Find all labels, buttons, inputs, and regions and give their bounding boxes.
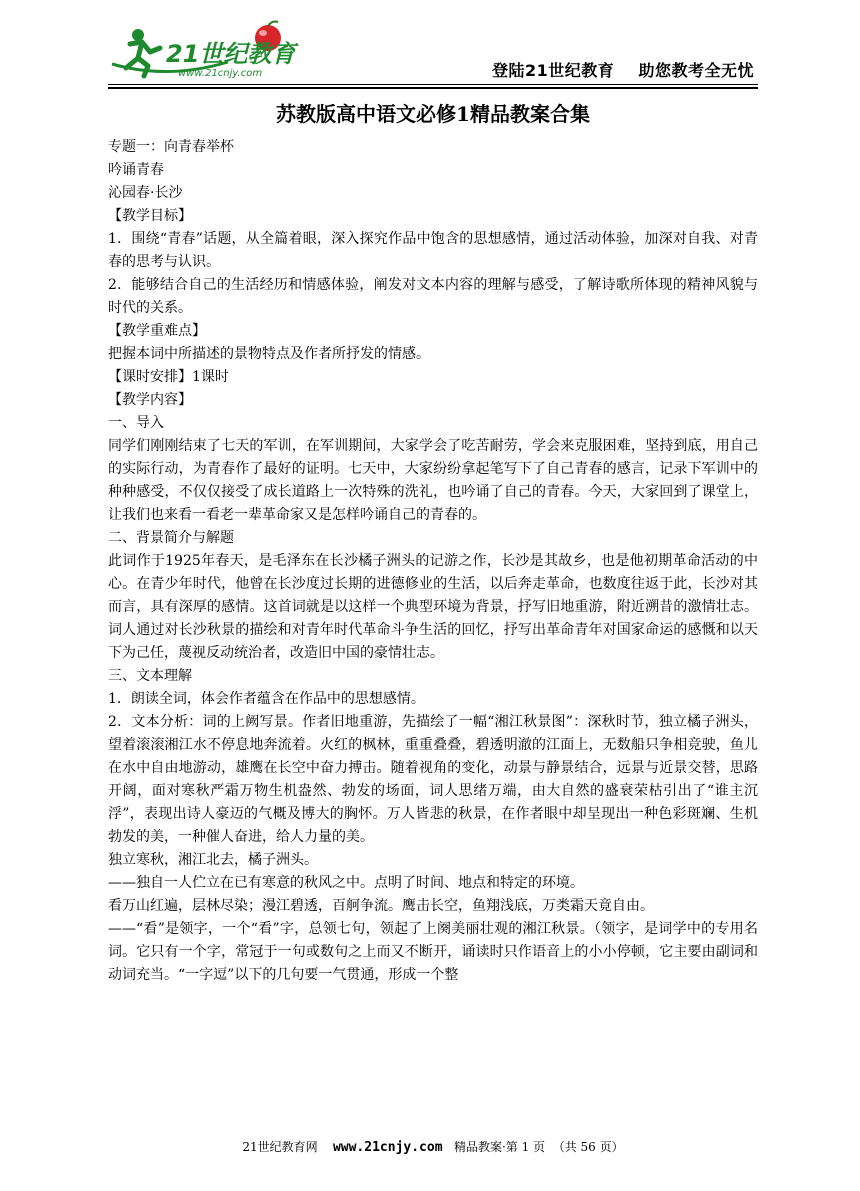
footer-url[interactable]: www.21cnjy.com [332, 1140, 443, 1155]
poem-line-2-note: ——“看”是领字，一个“看”字，总领七句，领起了上阕美丽壮观的湘江秋景。（领字，是词学中的专用名词。它只有一个字，常冠于一句或数句之上而又不断开，诵读时只作语音上的小小停顿，它主要由副词和动词充当。“一字逗”以下的几句要一气贯通，形成一个整 [108, 921, 758, 983]
header-divider [108, 84, 758, 85]
logo-text: 21世纪教育 [166, 40, 296, 68]
objective-1: 1．围绕“青春”话题，从全篇着眼，深入探究作品中饱含的思想感情，通过活动体验，加深对自我、对青春的思考与认识。 [108, 231, 758, 270]
poem-title: 沁园春·长沙 [108, 185, 183, 201]
schedule-text: 【课时安排】1课时 [108, 369, 229, 385]
poem-line-1-note: ——独自一人伫立在已有寒意的秋风之中。点明了时间、地点和特定的环境。 [108, 875, 584, 891]
poem-line-2: 看万山红遍，层林尽染；漫江碧透，百舸争流。鹰击长空，鱼翔浅底，万类霜天竟自由。 [108, 898, 654, 914]
logo-url: www.21cnjy.com [178, 68, 263, 79]
header-slogan: 登陆21世纪教育 助您教考全无忧 [491, 61, 754, 80]
poem-line-1: 独立寒秋，湘江北去，橘子洲头。 [108, 852, 318, 868]
key-points-text: 把握本词中所描述的景物特点及作者所抒发的情感。 [108, 346, 430, 362]
heading-intro: 一、导入 [108, 415, 164, 431]
background-paragraph: 此词作于1925年春天，是毛泽东在长沙橘子洲头的记游之作，长沙是其故乡，也是他初期革命活动的中心。在青少年时代，他曾在长沙度过长期的进德修业的生活，以后奔走革命，也数度往返于此，长沙对其而言，具有深厚的感情。这首词就是以这样一个典型环境为背景，抒写旧地重游，附近溯昔的激情壮志。词人通过对长沙秋景的描绘和对青年时代革命斗争生活的回忆，抒写出革命青年对国家命运的感慨和以天下为己任，蔑视反动统治者，改造旧中国的豪情壮志。 [108, 553, 758, 661]
page-header [108, 18, 758, 84]
section-subtopic: 吟诵青春 [108, 162, 164, 178]
intro-paragraph: 同学们刚刚结束了七天的军训，在军训期间，大家学会了吃苦耐劳，学会来克服困难，坚持到底，用自己的实际行动，为青春作了最好的证明。七天中，大家纷纷拿起笔写下了自己青春的感言，记录下军训中的种种感受，不仅仅接受了成长道路上一次特殊的洗礼，也吟诵了自己的青春。今天，大家回到了课堂上，让我们也来看一看老一辈革命家又是怎样吟诵自己的青春的。 [108, 438, 758, 523]
heading-content: 【教学内容】 [108, 392, 192, 408]
heading-background: 二、背景简介与解题 [108, 530, 234, 546]
document-body [108, 136, 758, 987]
understanding-item-2: 2．文本分析：词的上阙写景。作者旧地重游，先描绘了一幅“湘江秋景图”：深秋时节，独立橘子洲头，望着滚滚湘江水不停息地奔流着。火红的枫林，重重叠叠，碧透明澈的江面上，无数船只争相竞驶，鱼儿在水中自由地游动，雄鹰在长空中奋力搏击。随着视角的变化，动景与静景结合，远景与近景交替，思路开阔，面对寒秋严霜万物生机盎然、勃发的场面，词人思绪万端，由大自然的盛衰荣枯引出了“谁主沉浮”，表现出诗人豪迈的气概及博大的胸怀。万人皆悲的秋景，在作者眼中却呈现出一种色彩斑斓、生机勃发的美，一种催人奋进，给人力量的美。 [108, 714, 758, 845]
footer-page-info: 精品教案·第 1 页 （共 56 页） [453, 1140, 624, 1154]
page-footer [108, 1138, 758, 1157]
objective-2: 2．能够结合自己的生活经历和情感体验，阐发对文本内容的理解与感受，了解诗歌所体现的精神风貌与时代的关系。 [108, 277, 758, 316]
footer-site: 21世纪教育网 [242, 1140, 318, 1154]
heading-objectives: 【教学目标】 [108, 208, 192, 224]
understanding-item-1: 1．朗读全词，体会作者蕴含在作品中的思想感情。 [108, 691, 425, 707]
heading-key-points: 【教学重难点】 [108, 323, 206, 339]
heading-text-understanding: 三、文本理解 [108, 668, 192, 684]
document-title: 苏教版高中语文必修1精品教案合集 [276, 102, 590, 126]
logo-21cnjy-icon [108, 18, 308, 82]
header-divider-thick [108, 87, 758, 89]
section-topic: 专题一：向青春举杯 [108, 139, 234, 155]
